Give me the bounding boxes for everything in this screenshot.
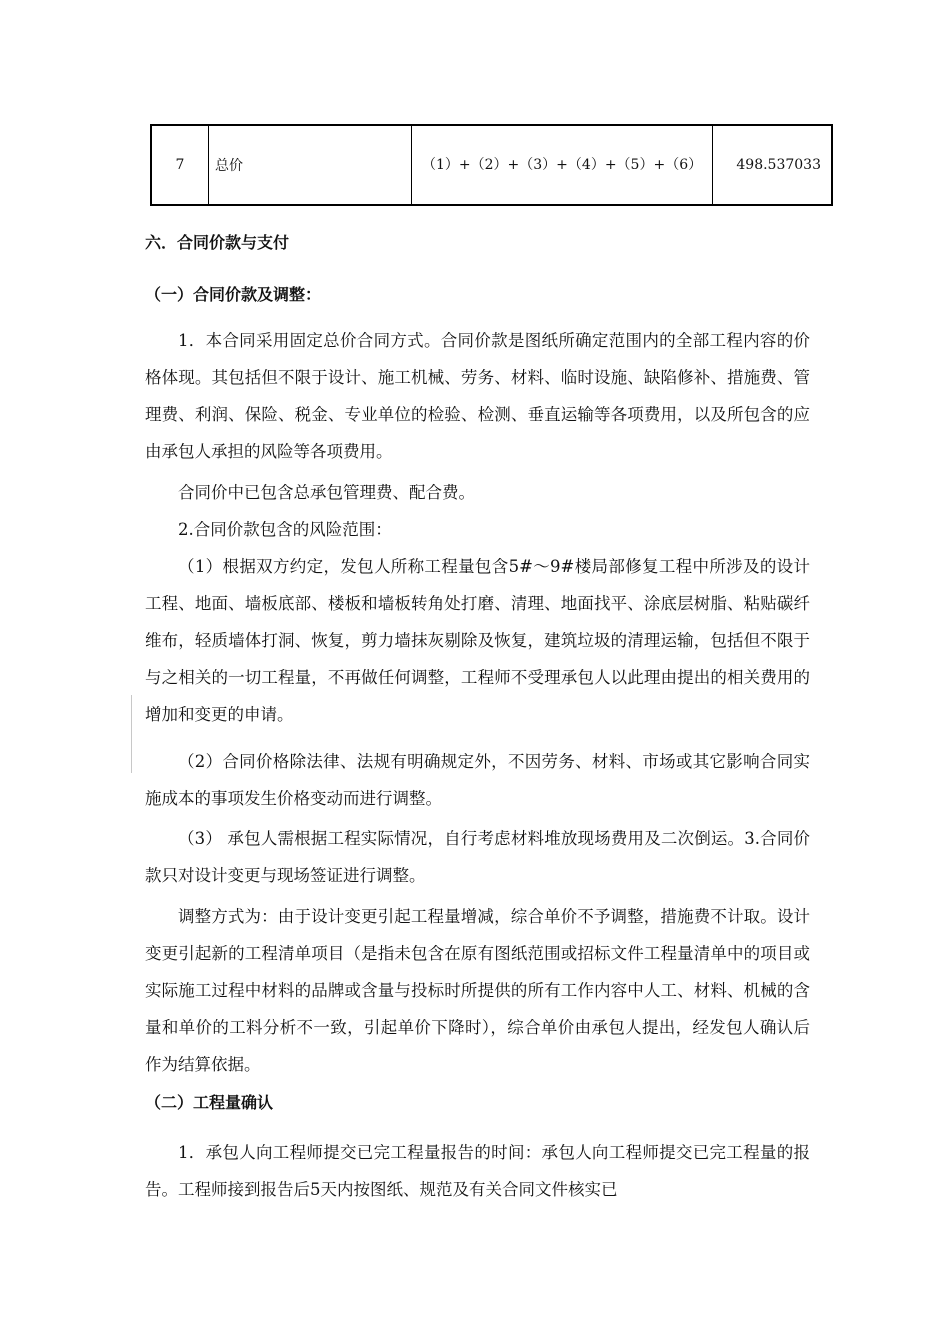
paragraph-risk-3: （3） 承包人需根据工程实际情况，自行考虑材料堆放现场费用及二次倒运。3.合同价款只对设计变更与现场签证进行调整。 (145, 829, 810, 885)
section-heading: 六．合同价款与支付 (145, 233, 290, 252)
subsection-heading-price: （一）合同价款及调整： (145, 285, 322, 304)
paragraph-fixed-price: 1．本合同采用固定总价合同方式。合同价款是图纸所确定范围内的全部工程内容的价格体现。其包括但不限于设计、施工机械、劳务、材料、临时设施、缺陷修补、措施费、管理费、利润、保险、税金、专业单位的检验、检测、垂直运输等各项费用，以及所包含的应由承包人承担的风险等各项费用。 (145, 331, 810, 461)
subsection-heading-quantity: （二）工程量确认 (145, 1093, 274, 1112)
paragraph-included-fees: 合同价中已包含总承包管理费、配合费。 (178, 483, 475, 502)
formula-cell: （1）+（2）+（3）+（4）+（5）+（6） (412, 125, 713, 205)
row-number: 7 (151, 125, 209, 205)
price-summary-table (150, 124, 833, 206)
paragraph-quantity-report: 1．承包人向工程师提交已完工程量报告的时间：承包人向工程师提交已完工程量的报告。工程师接到报告后5天内按图纸、规范及有关合同文件核实已 (145, 1143, 810, 1199)
paragraph-risk-1: （1）根据双方约定，发包人所称工程量包含5#～9#楼局部修复工程中所涉及的设计工程、地面、墙板底部、楼板和墙板转角处打磨、清理、地面找平、涂底层树脂、粘贴碳纤维布，轻质墙体打洞、恢复，剪力墙抹灰剔除及恢复，建筑垃圾的清理运输，包括但不限于与之相关的一切工程量，不再做任何调整，工程师不受理承包人以此理由提出的相关费用的增加和变更的申请。 (145, 557, 810, 724)
margin-mark (131, 695, 132, 773)
paragraph-risk-scope-title: 2.合同价款包含的风险范围： (178, 520, 392, 539)
item-name: 总价 (209, 125, 412, 205)
amount-cell: 498.537033 (713, 125, 832, 205)
table-row (151, 125, 832, 205)
paragraph-risk-2: （2）合同价格除法律、法规有明确规定外，不因劳务、材料、市场或其它影响合同实施成本的事项发生价格变动而进行调整。 (145, 752, 810, 808)
paragraph-adjustment-method: 调整方式为：由于设计变更引起工程量增减，综合单价不予调整，措施费不计取。设计变更引起新的工程清单项目（是指未包含在原有图纸范围或招标文件工程量清单中的项目或实际施工过程中材料的品牌或含量与投标时所提供的所有工作内容中人工、材料、机械的含量和单价的工料分析不一致，引起单价下降时），综合单价由承包人提出，经发包人确认后作为结算依据。 (145, 907, 810, 1074)
